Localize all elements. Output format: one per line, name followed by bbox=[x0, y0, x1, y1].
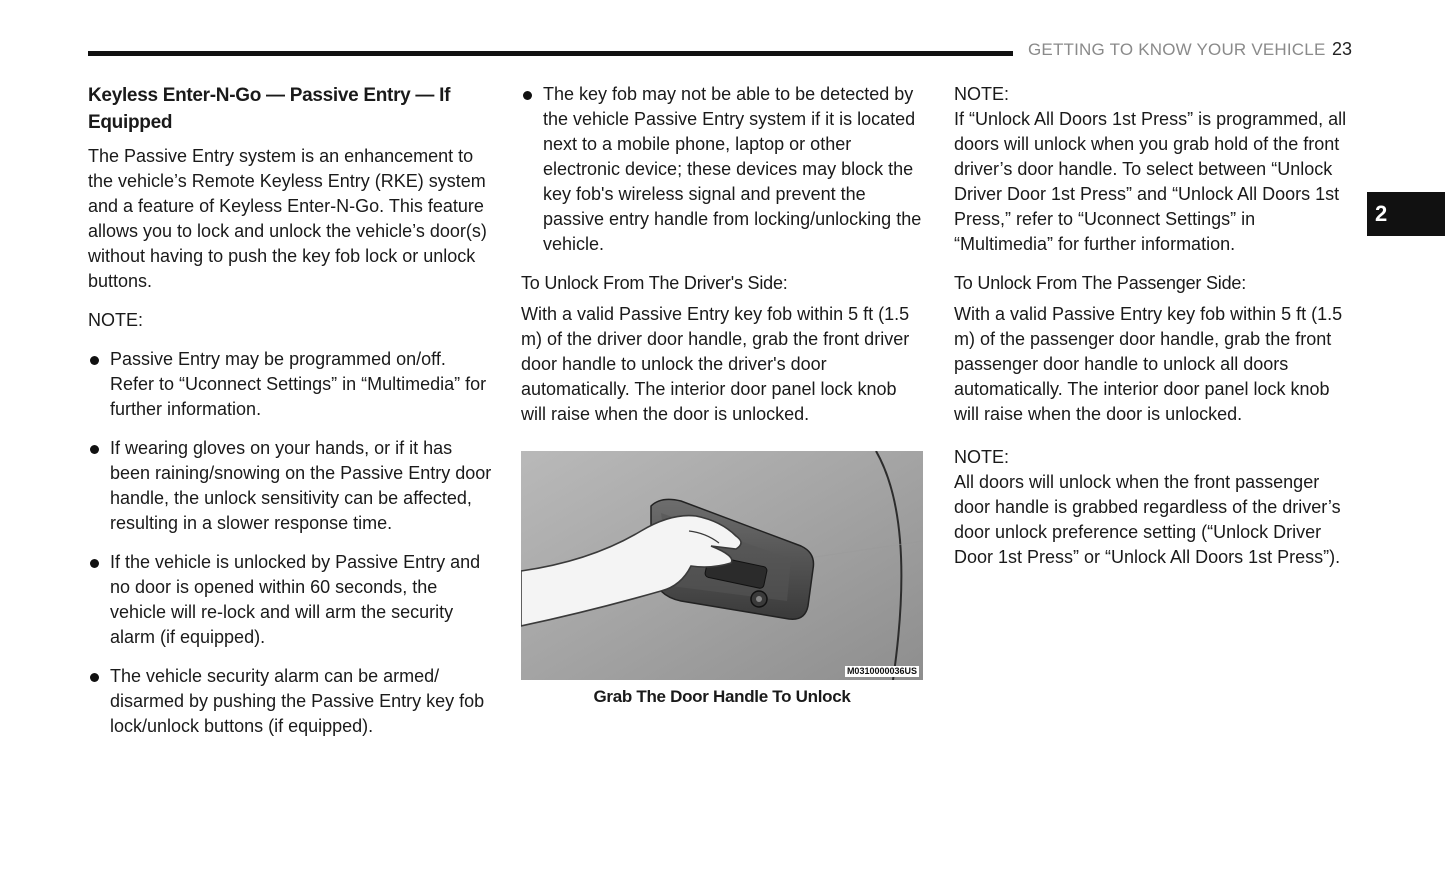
running-header-title: GETTING TO KNOW YOUR VEHICLE bbox=[1028, 40, 1326, 59]
passenger-side-paragraph: With a valid Passive Entry key fob within 5 ft (1.5 m) of the passenger door handle, grab the front passenger door handle to unlock all doors automatically. The interior door panel lock knob will raise when the door is unlocked. bbox=[954, 304, 1343, 424]
page-number: 23 bbox=[1332, 39, 1353, 59]
header-rule bbox=[88, 51, 1013, 56]
driver-side-subhead: To Unlock From The Driver's Side: bbox=[521, 273, 788, 293]
passenger-side-subhead: To Unlock From The Passenger Side: bbox=[954, 273, 1247, 293]
bullet-item: The vehicle security alarm can be armed/ disarmed by pushing the Passive Entry key fob lock/unlock buttons (if equipped). bbox=[88, 664, 492, 739]
section-title: Keyless Enter-N-Go — Passive Entry — If Equipped bbox=[88, 85, 451, 133]
bullet-item: The key fob may not be able to be detected by the vehicle Passive Entry system if it is located next to a mobile phone, laptop or other electronic device; these devices may block the key fob's wireless signal and prevent the passive entry handle from locking/unlocking the vehicle. bbox=[521, 82, 923, 257]
column-left bbox=[88, 82, 492, 753]
figure-caption: Grab The Door Handle To Unlock bbox=[593, 687, 851, 706]
bullet-item: Passive Entry may be programmed on/off. Refer to “Uconnect Settings” in “Multimedia” for further information. bbox=[88, 347, 492, 422]
column-middle bbox=[521, 82, 923, 709]
door-handle-illustration bbox=[521, 451, 923, 680]
intro-paragraph: The Passive Entry system is an enhancement to the vehicle’s Remote Keyless Entry (RKE) system and a feature of Keyless Enter-N-Go. This feature allows you to lock and unlock the vehicle’s door(s) without having to push the key fob lock or unlock buttons. bbox=[88, 146, 487, 291]
note-paragraph: All doors will unlock when the front passenger door handle is grabbed regardless of the driver’s door unlock preference setting (“Unlock Driver Door 1st Press” or “Unlock All Doors 1st Press”). bbox=[954, 472, 1341, 567]
driver-side-paragraph: With a valid Passive Entry key fob within 5 ft (1.5 m) of the driver door handle, grab the front driver door handle to unlock the driver's door automatically. The interior door panel lock knob will raise when the door is unlocked. bbox=[521, 304, 910, 424]
chapter-tab: 2 bbox=[1367, 192, 1445, 236]
bullet-item: If the vehicle is unlocked by Passive Entry and no door is opened within 60 seconds, the vehicle will re-lock and will arm the security alarm (if equipped). bbox=[88, 550, 492, 650]
figure-code: M0310000036US bbox=[846, 666, 917, 676]
door-handle-figure bbox=[521, 451, 923, 680]
continued-bullet-list bbox=[521, 82, 923, 257]
bullet-item: If wearing gloves on your hands, or if it has been raining/snowing on the Passive Entry door handle, the unlock sensitivity can be affected, resulting in a slower response time. bbox=[88, 436, 492, 536]
column-right bbox=[954, 82, 1354, 570]
note-label: NOTE: bbox=[88, 310, 144, 330]
note-paragraph: If “Unlock All Doors 1st Press” is programmed, all doors will unlock when you grab hold of the front driver’s door handle. To select between “Unlock Driver Door 1st Press” and “Unlock All Doors 1st Press,” refer to “Uconnect Settings” in “Multimedia” for further information. bbox=[954, 109, 1347, 254]
note-bullet-list bbox=[88, 347, 492, 739]
note-label: NOTE: bbox=[954, 84, 1010, 104]
note-label: NOTE: bbox=[954, 447, 1010, 467]
